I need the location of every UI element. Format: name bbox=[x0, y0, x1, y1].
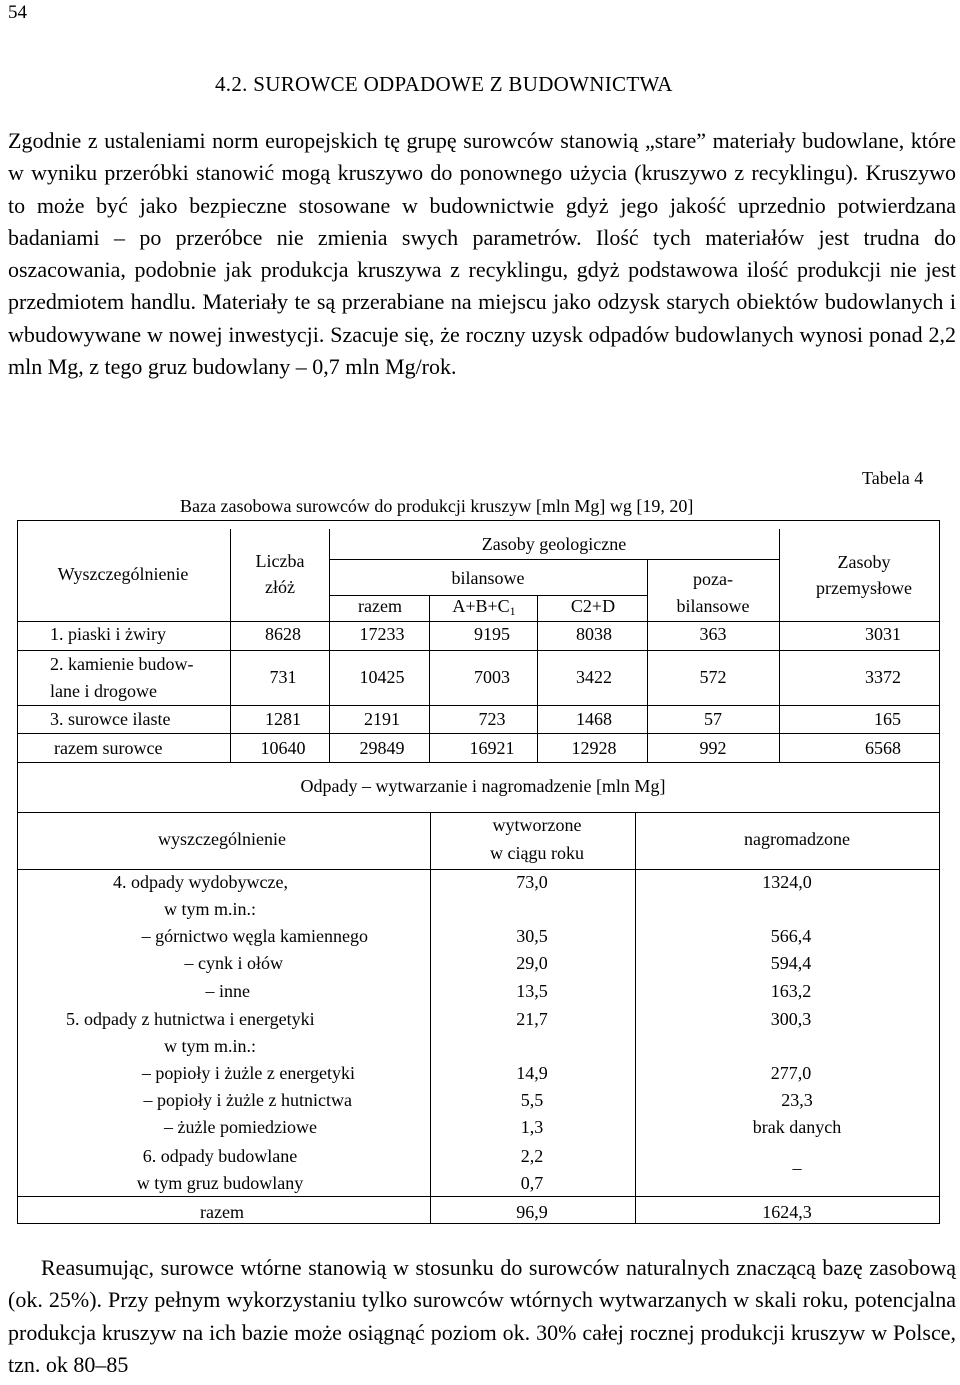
table-rule bbox=[17, 650, 940, 651]
cell-razem: 10425 bbox=[359, 667, 405, 687]
header-abc-main: A+B+C bbox=[452, 596, 510, 616]
waste-row-name: 6. odpady budowlane bbox=[142, 1146, 298, 1166]
waste-row-name: – inne bbox=[205, 981, 250, 1001]
section-heading: 4.2. SUROWCE ODPADOWE Z BUDOWNICTWA bbox=[215, 72, 673, 96]
cell-poza: 572 bbox=[699, 667, 727, 687]
row-name: lane i drogowe bbox=[50, 681, 157, 701]
table-rule bbox=[329, 559, 779, 560]
waste-cell-nagromadzone: 594,4 bbox=[770, 953, 812, 973]
intro-paragraph: Zgodnie z ustaleniami norm europejskich tę grupę surowców stanowią „stare” materiały budowlane, które w wyniku przeróbki stanowić mogą kruszywo do ponownego użycia (kruszywo z recyklingu). Kruszywo to może być jako bezpieczne stosowane w budownictwie gdyż jego jakość uprzednio potwierdzana badaniami – po przeróbce nie zmienia swych parametrów. Ilość tych materiałów jest trudna do oszacowania, podobnie jak produkcja kruszywa z recyklingu, gdyż podstawowa ilość produkcji nie jest przedmiotem handlu. Materiały te są przerabiane na miejscu jako odzysk starych obiektów budowlanych i wbudowywane w nowej inwestycji. Szacuje się, że roczny uzysk odpadów budowlanych wynosi ponad 2,2 mln Mg, z tego gruz budowlany – 0,7 mln Mg/rok. bbox=[8, 128, 956, 380]
table-rule bbox=[17, 762, 940, 763]
waste-row-name: – popioły i żużle z hutnictwa bbox=[143, 1090, 352, 1110]
table-rule bbox=[430, 812, 431, 1224]
waste-row-name: – cynk i ołów bbox=[184, 953, 283, 973]
cell-c2d: 8038 bbox=[576, 624, 612, 644]
table-rule bbox=[230, 529, 231, 762]
waste-cell-nagromadzone: 163,2 bbox=[770, 981, 812, 1001]
waste-row-name: w tym m.in.: bbox=[164, 899, 257, 919]
row-name: 3. surowce ilaste bbox=[50, 709, 171, 729]
waste-header-nagromadzone: nagromadzone bbox=[744, 829, 850, 849]
waste-row-name: razem bbox=[200, 1202, 244, 1222]
cell-c2d: 12928 bbox=[571, 738, 617, 758]
cell-abc: 7003 bbox=[474, 667, 510, 687]
waste-cell-wytworzone: 73,0 bbox=[516, 872, 548, 892]
cell-liczba: 1281 bbox=[265, 709, 301, 729]
header-zasoby-geologiczne: Zasoby geologiczne bbox=[481, 534, 627, 554]
waste-cell-wytworzone: 13,5 bbox=[516, 981, 548, 1001]
header-pozabilansowe: bilansowe bbox=[676, 596, 750, 616]
table-rule bbox=[17, 705, 940, 706]
waste-row-name: w tym gruz budowlany bbox=[136, 1173, 304, 1193]
waste-cell-nagromadzone: 1624,3 bbox=[762, 1202, 812, 1222]
waste-row-name: – żużle pomiedziowe bbox=[164, 1117, 317, 1137]
waste-cell-wytworzone: 0,7 bbox=[520, 1173, 544, 1193]
header-bilansowe: bilansowe bbox=[451, 568, 525, 588]
cell-poza: 363 bbox=[699, 624, 727, 644]
table-label: Tabela 4 bbox=[862, 468, 924, 488]
row-name: razem surowce bbox=[54, 738, 163, 758]
waste-dash: – bbox=[792, 1158, 802, 1178]
waste-row-name: – popioły i żużle z energetyki bbox=[141, 1063, 355, 1083]
header-zasoby: Zasoby bbox=[837, 552, 891, 572]
header-abc-sub: 1 bbox=[509, 604, 516, 618]
cell-poza: 992 bbox=[699, 738, 727, 758]
cell-liczba: 731 bbox=[269, 667, 297, 687]
waste-cell-wytworzone: 29,0 bbox=[516, 953, 548, 973]
cell-poza: 57 bbox=[704, 709, 722, 729]
cell-abc: 723 bbox=[478, 709, 506, 729]
table-title: Baza zasobowa surowców do produkcji kruszyw [mln Mg] wg [19, 20] bbox=[180, 496, 694, 516]
waste-row-name: 5. odpady z hutnictwa i energetyki bbox=[66, 1009, 315, 1029]
waste-cell-wytworzone: 5,5 bbox=[520, 1090, 544, 1110]
table-rule bbox=[429, 595, 430, 762]
table-rule bbox=[17, 869, 940, 870]
table-rule bbox=[779, 529, 780, 762]
waste-cell-nagromadzone: 1324,0 bbox=[762, 872, 812, 892]
cell-liczba: 8628 bbox=[265, 624, 301, 644]
row-name: 2. kamienie budow- bbox=[50, 654, 194, 674]
table-rule bbox=[17, 733, 940, 734]
waste-header-wytworzone: wytworzone bbox=[492, 815, 582, 835]
cell-c2d: 3422 bbox=[576, 667, 612, 687]
header-abc bbox=[452, 596, 515, 621]
waste-header-w-ciagu-roku: w ciągu roku bbox=[490, 843, 584, 863]
cell-razem: 29849 bbox=[359, 738, 405, 758]
table-rule bbox=[17, 1196, 940, 1197]
page-number: 54 bbox=[8, 2, 27, 23]
waste-cell-wytworzone: 21,7 bbox=[516, 1009, 548, 1029]
table-rule bbox=[17, 812, 940, 813]
waste-cell-wytworzone: 30,5 bbox=[516, 926, 548, 946]
cell-abc: 9195 bbox=[474, 624, 510, 644]
header-c2d: C2+D bbox=[570, 596, 616, 616]
row-name: 1. piaski i żwiry bbox=[50, 624, 166, 644]
waste-cell-nagromadzone: 23,3 bbox=[781, 1090, 813, 1110]
cell-liczba: 10640 bbox=[260, 738, 306, 758]
waste-table-title: Odpady – wytwarzanie i nagromadzenie [mln Mg] bbox=[300, 776, 666, 796]
summary-paragraph: Reasumując, surowce wtórne stanowią w stosunku do surowców naturalnych znaczącą bazę zasobową (ok. 25%). Przy pełnym wykorzystaniu tylko surowców wtórnych wytwarzanych w skali roku, potencjalna produkcja kruszyw na ich bazie może osiągnąć poziom ok. 30% całej rocznej produkcji kruszyw w Polsce, tzn. ok 80–85 bbox=[8, 1255, 956, 1377]
cell-przem: 3031 bbox=[865, 624, 901, 644]
waste-header-wyszczegolnienie: wyszczególnienie bbox=[158, 829, 286, 849]
table-rule bbox=[537, 595, 538, 762]
header-liczba: Liczba bbox=[255, 551, 305, 571]
cell-razem: 2191 bbox=[364, 709, 400, 729]
table-rule bbox=[635, 812, 636, 1224]
cell-przem: 6568 bbox=[865, 738, 901, 758]
waste-cell-wytworzone: 96,9 bbox=[516, 1202, 548, 1222]
header-razem: razem bbox=[358, 596, 402, 616]
table-rule bbox=[647, 559, 648, 762]
table-rule bbox=[329, 529, 330, 762]
cell-razem: 17233 bbox=[359, 624, 405, 644]
waste-cell-wytworzone: 14,9 bbox=[516, 1063, 548, 1083]
waste-cell-nagromadzone: 300,3 bbox=[770, 1009, 812, 1029]
cell-przem: 165 bbox=[874, 709, 901, 729]
waste-cell-nagromadzone: 277,0 bbox=[770, 1063, 812, 1083]
waste-row-name: w tym m.in.: bbox=[164, 1036, 257, 1056]
waste-cell-wytworzone: 1,3 bbox=[520, 1117, 544, 1137]
header-zloz: złóż bbox=[265, 577, 295, 597]
header-poza: poza- bbox=[693, 569, 733, 589]
cell-c2d: 1468 bbox=[576, 709, 612, 729]
header-wyszczegolnienie: Wyszczególnienie bbox=[57, 564, 189, 584]
waste-cell-nagromadzone: brak danych bbox=[752, 1117, 842, 1137]
table-rule bbox=[17, 621, 940, 622]
waste-cell-wytworzone: 2,2 bbox=[520, 1146, 544, 1166]
waste-row-name: 4. odpady wydobywcze, bbox=[113, 872, 288, 892]
waste-cell-nagromadzone: 566,4 bbox=[770, 926, 812, 946]
cell-przem: 3372 bbox=[865, 667, 901, 687]
cell-abc: 16921 bbox=[469, 738, 515, 758]
waste-row-name: – górnictwo węgla kamiennego bbox=[141, 926, 368, 946]
header-przemyslowe: przemysłowe bbox=[816, 578, 912, 598]
